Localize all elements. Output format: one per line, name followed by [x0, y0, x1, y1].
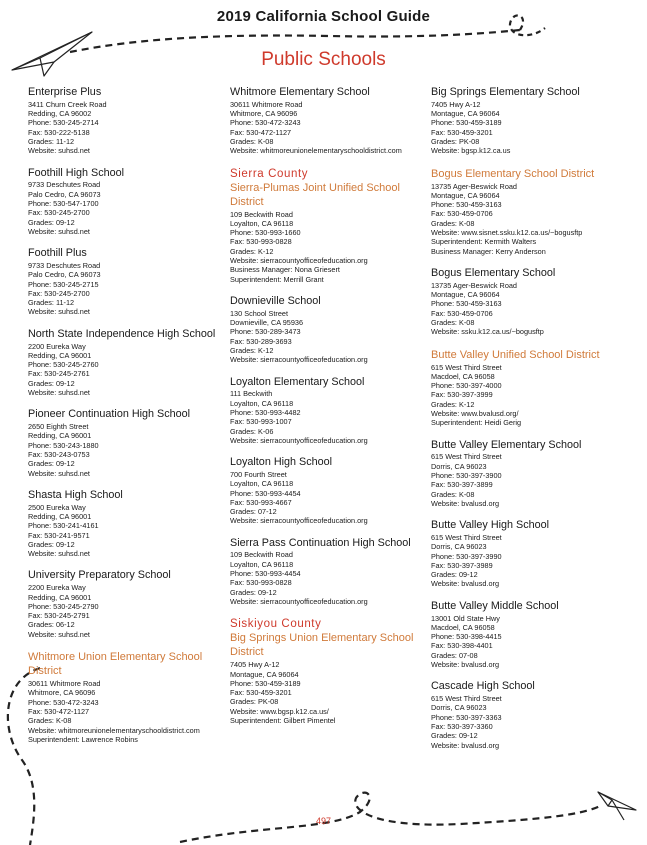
detail-line: Loyalton, CA 96118 — [230, 479, 294, 489]
detail-line: Grades: K-12 — [230, 246, 274, 256]
detail-line: Phone: 530-993-4454 — [230, 488, 301, 498]
detail-line: Dorris, CA 96023 — [431, 461, 487, 471]
detail-line: Fax: 530-397-3360 — [431, 722, 493, 732]
detail-line: Fax: 530-459-3201 — [230, 688, 292, 698]
detail-line: Superintendent: Lawrence Robins — [28, 734, 138, 744]
detail-line: 30611 Whitmore Road — [230, 99, 303, 109]
detail-line: 3411 Churn Creek Road — [28, 99, 107, 109]
detail-line: Grades: 09-12 — [28, 217, 75, 227]
detail-line: Phone: 530-241-4161 — [28, 521, 99, 531]
detail-line: Grades: K-12 — [431, 399, 475, 409]
detail-line: Superintendent: Merrill Grant — [230, 274, 324, 284]
detail-line: Website: www.bvalusd.org/ — [431, 409, 519, 419]
detail-line: Grades: K-12 — [230, 345, 274, 355]
school-entry — [230, 295, 430, 365]
detail-line: Superintendent: Heidi Gerig — [431, 418, 522, 428]
school-entry — [28, 408, 228, 478]
detail-line: Website: bvalusd.org — [431, 740, 500, 750]
detail-line: Website: bvalusd.org — [431, 579, 500, 589]
district-name: Sierra-Plumas Joint Unified School District — [230, 181, 400, 208]
detail-line: Whitmore, CA 96096 — [230, 109, 298, 119]
detail-line: Fax: 530-459-0706 — [431, 209, 493, 219]
detail-line: Loyalton, CA 96118 — [230, 218, 294, 228]
detail-line: 2650 Eighth Street — [28, 422, 89, 432]
detail-line: Website: suhsd.net — [28, 549, 90, 559]
detail-line: Phone: 530-243-1880 — [28, 440, 99, 450]
detail-line: 109 Beckwith Road — [230, 550, 293, 560]
detail-line: Website: www.sisnet.ssku.k12.ca.us/~bogusftp — [431, 228, 583, 238]
detail-line: Website: ssku.k12.ca.us/~bogusftp — [431, 327, 544, 337]
detail-line: Palo Cedro, CA 96073 — [28, 270, 101, 280]
district-name: Bogus Elementary School District — [431, 167, 595, 180]
detail-line: 2500 Eureka Way — [28, 502, 86, 512]
detail-line: 13735 Ager-Beswick Road — [431, 181, 517, 191]
detail-line: Redding, CA 96001 — [28, 431, 92, 441]
school-name: Butte Valley Elementary School — [431, 438, 582, 451]
detail-line: Website: sierracountyofficeofeducation.org — [230, 256, 368, 266]
detail-line: Grades: 07-12 — [230, 507, 277, 517]
detail-line: 7405 Hwy A-12 — [230, 660, 280, 670]
detail-line: 13735 Ager-Beswick Road — [431, 280, 517, 290]
detail-line: Phone: 530-547-1700 — [28, 198, 99, 208]
detail-line: Fax: 530-472-1127 — [28, 706, 90, 716]
detail-line: Montague, CA 96064 — [230, 669, 299, 679]
detail-line: Fax: 530-222-5138 — [28, 127, 90, 137]
school-name: Whitmore Elementary School — [230, 86, 370, 98]
district-entry — [230, 631, 430, 725]
detail-line: Grades: 11-12 — [28, 298, 75, 308]
detail-line: Fax: 530-245-2700 — [28, 288, 90, 298]
district-entry — [431, 348, 637, 428]
detail-line: Grades: PK-08 — [230, 697, 279, 707]
detail-line: Superintendent: Gilbert Pimentel — [230, 716, 336, 726]
column-3 — [431, 86, 637, 761]
school-name: Loyalton Elementary School — [230, 375, 365, 388]
detail-line: Phone: 530-993-4454 — [230, 569, 301, 579]
detail-line: 2200 Eureka Way — [28, 341, 86, 351]
detail-line: Website: suhsd.net — [28, 307, 90, 317]
school-entry — [28, 569, 228, 639]
detail-line: Website: sierracountyofficeofeducation.org — [230, 596, 368, 606]
detail-line: 130 School Street — [230, 308, 289, 318]
detail-line: Fax: 530-397-3989 — [431, 560, 493, 570]
detail-line: Whitmore, CA 96096 — [28, 688, 96, 698]
detail-line: Business Manager: Nona Griesert — [230, 265, 340, 275]
detail-line: Loyalton, CA 96118 — [230, 559, 294, 569]
school-entry — [28, 328, 228, 398]
detail-line: Grades: 09-12 — [431, 570, 478, 580]
detail-line: Website: suhsd.net — [28, 629, 90, 639]
detail-line: Downieville, CA 95936 — [230, 318, 304, 328]
school-entry — [431, 519, 637, 589]
detail-line: Redding, CA 96001 — [28, 592, 92, 602]
school-entry — [431, 267, 637, 337]
detail-line: Grades: K-08 — [431, 218, 475, 228]
detail-line: Fax: 530-993-0828 — [230, 237, 292, 247]
detail-line: Loyalton, CA 96118 — [230, 398, 294, 408]
column-1 — [28, 86, 228, 755]
school-entry — [431, 86, 637, 156]
detail-line: Website: suhsd.net — [28, 146, 90, 156]
detail-line: Fax: 530-472-1127 — [230, 127, 292, 137]
detail-line: Grades: 09-12 — [28, 378, 75, 388]
detail-line: Redding, CA 96001 — [28, 350, 92, 360]
detail-line: Fax: 530-398-4401 — [431, 641, 493, 651]
detail-line: Redding, CA 96001 — [28, 511, 92, 521]
detail-line: Grades: 06-12 — [28, 620, 75, 630]
school-name: North State Independence High School — [28, 327, 216, 340]
school-name: Butte Valley Middle School — [431, 599, 559, 612]
detail-line: 111 Beckwith — [230, 389, 273, 399]
detail-line: Website: sierracountyofficeofeducation.org — [230, 355, 368, 365]
detail-line: Phone: 530-398-4415 — [431, 632, 502, 642]
detail-line: Fax: 530-397-3999 — [431, 390, 493, 400]
detail-line: Macdoel, CA 96058 — [431, 622, 495, 632]
detail-line: Grades: 09-12 — [431, 731, 478, 741]
county-heading: Sierra County — [230, 167, 309, 180]
school-name: Bogus Elementary School — [431, 266, 556, 279]
detail-line: Fax: 530-245-2700 — [28, 208, 90, 218]
detail-line: Phone: 530-245-2790 — [28, 601, 99, 611]
detail-line: Phone: 530-459-3163 — [431, 299, 502, 309]
detail-line: Macdoel, CA 96058 — [431, 371, 495, 381]
detail-line: Phone: 530-397-4000 — [431, 381, 502, 391]
school-name: Sierra Pass Continuation High School — [230, 536, 411, 549]
school-name: Shasta High School — [28, 488, 123, 501]
detail-line: Palo Cedro, CA 96073 — [28, 189, 101, 199]
school-name: Foothill High School — [28, 166, 125, 179]
school-name: University Preparatory School — [28, 569, 171, 582]
section-title: Public Schools — [261, 49, 386, 70]
detail-line: Phone: 530-245-2714 — [28, 118, 99, 128]
detail-line: Phone: 530-459-3163 — [431, 200, 502, 210]
detail-line: Grades: 11-12 — [28, 136, 75, 146]
page-number: 497 — [315, 816, 332, 826]
school-entry — [28, 489, 228, 559]
detail-line: Website: bgsp.k12.ca.us — [431, 146, 511, 156]
detail-line: Website: whitmoreunionelementaryschooldistrict.com — [28, 725, 200, 735]
school-name: Butte Valley High School — [431, 519, 550, 532]
detail-line: Phone: 530-459-3189 — [431, 118, 502, 128]
school-name: Pioneer Continuation High School — [28, 408, 191, 421]
guide-title: 2019 California School Guide — [216, 8, 431, 25]
detail-line: Phone: 530-459-3189 — [230, 678, 301, 688]
detail-line: Website: suhsd.net — [28, 388, 90, 398]
detail-line: Dorris, CA 96023 — [431, 703, 487, 713]
school-name: Cascade High School — [431, 680, 535, 693]
detail-line: 9733 Deschutes Road — [28, 180, 101, 190]
school-name: Big Springs Elementary School — [431, 86, 580, 98]
school-entry — [230, 86, 430, 156]
detail-line: Grades: 09-12 — [230, 587, 277, 597]
detail-line: 109 Beckwith Road — [230, 209, 293, 219]
detail-line: 30611 Whitmore Road — [28, 679, 101, 689]
detail-line: Fax: 530-241-9571 — [28, 530, 90, 540]
detail-line: Fax: 530-459-0706 — [431, 308, 493, 318]
detail-line: Montague, CA 96064 — [431, 190, 500, 200]
detail-line: Fax: 530-245-2761 — [28, 369, 90, 379]
detail-line: 9733 Deschutes Road — [28, 260, 101, 270]
detail-line: Phone: 530-289-3473 — [230, 327, 301, 337]
district-name: Big Springs Union Elementary School District — [230, 632, 414, 659]
detail-line: Website: bvalusd.org — [431, 498, 500, 508]
detail-line: Montague, CA 96064 — [431, 109, 500, 119]
detail-line: Dorris, CA 96023 — [431, 542, 487, 552]
school-entry — [28, 247, 228, 317]
school-name: Foothill Plus — [28, 247, 87, 260]
detail-line: 615 West Third Street — [431, 532, 502, 542]
detail-line: Redding, CA 96002 — [28, 109, 92, 119]
detail-line: 615 West Third Street — [431, 362, 502, 372]
detail-line: Grades: K-08 — [230, 136, 274, 146]
detail-line: Grades: 09-12 — [28, 459, 75, 469]
school-name: Downieville School — [230, 294, 321, 307]
detail-line: Fax: 530-243-0753 — [28, 450, 90, 459]
school-name: Loyalton High School — [230, 456, 333, 469]
detail-line: Website: www.bgsp.k12.ca.us/ — [230, 706, 329, 716]
detail-line: Fax: 530-245-2791 — [28, 611, 90, 621]
detail-line: Grades: PK-08 — [431, 136, 480, 146]
detail-line: 7405 Hwy A-12 — [431, 99, 481, 109]
detail-line: Phone: 530-397-3363 — [431, 712, 502, 722]
detail-line: Phone: 530-397-3900 — [431, 471, 502, 480]
detail-line: Fax: 530-993-0828 — [230, 578, 292, 588]
detail-line: Fax: 530-993-4667 — [230, 497, 292, 507]
school-entry — [230, 537, 430, 607]
detail-line: Grades: K-08 — [28, 716, 72, 726]
detail-line: Website: whitmoreunionelementaryschooldistrict.com — [230, 146, 402, 156]
school-name: Enterprise Plus — [28, 86, 102, 98]
detail-line: Website: sierracountyofficeofeducation.org — [230, 435, 368, 445]
detail-line: Phone: 530-993-1660 — [230, 228, 301, 238]
detail-line: Grades: K-08 — [431, 489, 475, 499]
detail-line: Fax: 530-397-3899 — [431, 480, 493, 490]
detail-line: Fax: 530-993-1007 — [230, 417, 292, 427]
detail-line: Phone: 530-245-2760 — [28, 360, 99, 370]
detail-line: Website: sierracountyofficeofeducation.org — [230, 516, 368, 526]
school-entry — [230, 376, 430, 446]
detail-line: 700 Fourth Street — [230, 469, 287, 479]
county-heading: Siskiyou County — [230, 618, 322, 631]
district-entry — [431, 167, 637, 256]
school-entry — [431, 680, 637, 750]
school-entry — [28, 86, 228, 156]
detail-line: Website: bvalusd.org — [431, 660, 500, 670]
district-entry — [28, 650, 228, 744]
school-entry — [431, 600, 637, 670]
district-name: Whitmore Union Elementary School District — [28, 651, 203, 678]
detail-line: Grades: 09-12 — [28, 539, 75, 549]
detail-line: Fax: 530-289-3693 — [230, 336, 292, 346]
detail-line: Phone: 530-993-4482 — [230, 407, 301, 417]
detail-line: 13001 Old State Hwy — [431, 613, 500, 623]
detail-line: Website: suhsd.net — [28, 226, 90, 236]
detail-line: 615 West Third Street — [431, 694, 502, 704]
detail-line: Business Manager: Kerry Anderson — [431, 246, 546, 256]
school-entry — [230, 456, 430, 526]
detail-line: Phone: 530-245-2715 — [28, 279, 99, 289]
detail-line: Website: suhsd.net — [28, 468, 90, 478]
detail-line: Grades: K-06 — [230, 426, 274, 436]
detail-line: 2200 Eureka Way — [28, 583, 86, 593]
district-name: Butte Valley Unified School District — [431, 348, 600, 361]
detail-line: 615 West Third Street — [431, 452, 502, 462]
detail-line: Phone: 530-472-3243 — [230, 118, 301, 128]
detail-line: Montague, CA 96064 — [431, 290, 500, 300]
detail-line: Grades: K-08 — [431, 317, 475, 327]
detail-line: Phone: 530-397-3990 — [431, 551, 502, 561]
column-2 — [230, 86, 430, 736]
school-entry — [431, 439, 637, 509]
detail-line: Grades: 07-08 — [431, 650, 478, 660]
district-entry — [230, 181, 430, 284]
school-entry — [28, 167, 228, 237]
detail-line: Superintendent: Kermith Walters — [431, 237, 537, 247]
detail-line: Phone: 530-472-3243 — [28, 697, 99, 707]
detail-line: Fax: 530-459-3201 — [431, 127, 493, 137]
